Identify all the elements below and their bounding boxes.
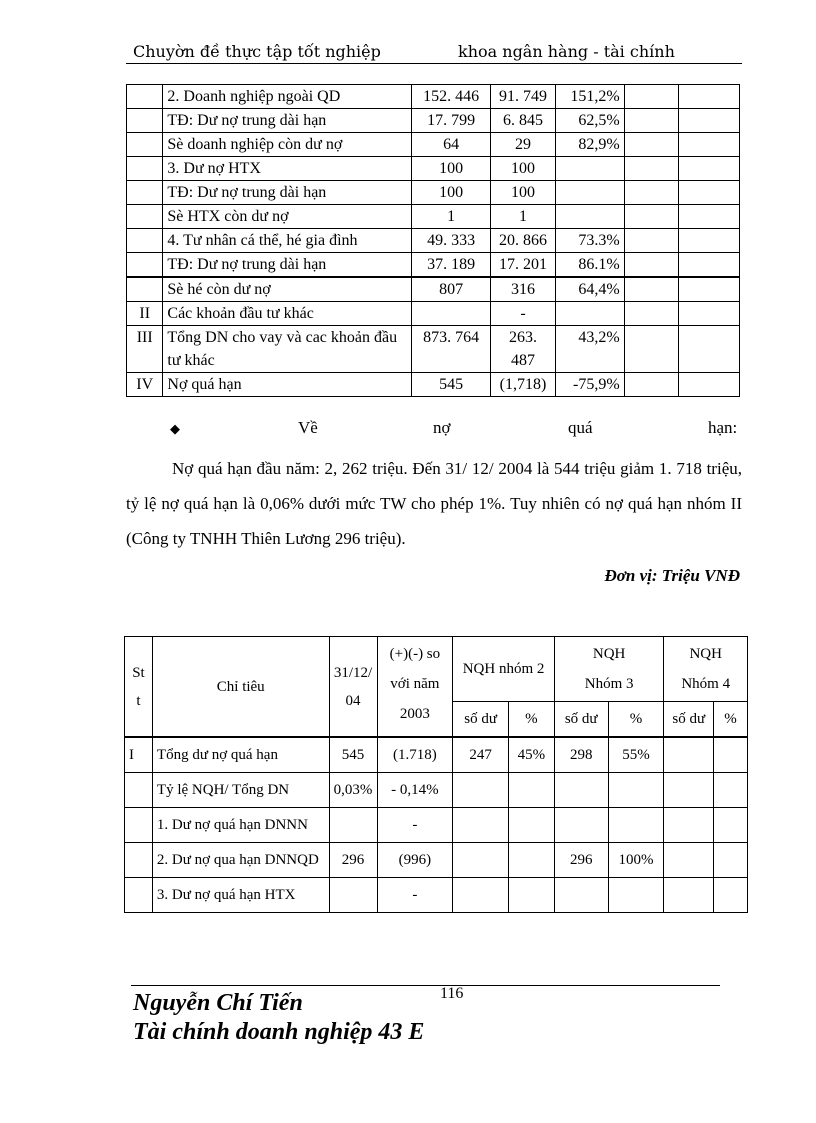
footer-rule [131, 985, 720, 986]
header-right-title: khoa ngân hàng - tài chính [458, 42, 675, 61]
header-nqh3-pct: % [608, 702, 664, 738]
table-cell-c: 62,5% [555, 109, 624, 133]
table-row [125, 878, 748, 913]
table-cell-a: 64 [412, 133, 491, 157]
table-cell-d [624, 85, 679, 109]
bullet-word-1: Về [298, 418, 318, 437]
table-cell-a: 1 [412, 205, 491, 229]
table-cell-n4p [714, 878, 748, 913]
header-nqh3-so-du: số dư [554, 702, 608, 738]
table-cell-a: 152. 446 [412, 85, 491, 109]
table-cell-b: 20. 866 [491, 229, 556, 253]
table-cell-n3p: 100% [608, 843, 664, 878]
table-cell-b: 100 [491, 157, 556, 181]
table-cell-label: 3. Dư nợ quá hạn HTX [152, 878, 329, 913]
table-cell-a: 100 [412, 181, 491, 205]
table-cell-v1: 296 [329, 843, 377, 878]
table-cell-label: 3. Dư nợ HTX [163, 157, 412, 181]
table-cell-label: 1. Dư nợ quá hạn DNNN [152, 808, 329, 843]
table-cell-d [624, 109, 679, 133]
table-cell-d [624, 326, 679, 373]
table-cell-stt: II [127, 302, 163, 326]
table-cell-stt [125, 808, 153, 843]
header-stt: St t [125, 637, 153, 738]
table-cell-d [624, 302, 679, 326]
table-cell-stt: I [125, 737, 153, 773]
table-cell-n2p [508, 773, 554, 808]
table-cell-label: TĐ: Dư nợ trung dài hạn [163, 109, 412, 133]
table-cell-label: 4. Tư nhân cá thể, hé gia đình [163, 229, 412, 253]
unit-label: Đơn vị: Triệu VNĐ [604, 566, 740, 585]
table-cell-b: 17. 201 [491, 253, 556, 278]
table-row [127, 326, 740, 373]
table-cell-d [624, 205, 679, 229]
table-cell-b: 100 [491, 181, 556, 205]
table-cell-n4p [714, 808, 748, 843]
table-cell-e [679, 109, 740, 133]
table-cell-n3p [608, 773, 664, 808]
table-cell-stt [125, 878, 153, 913]
table-cell-n4sd [664, 808, 714, 843]
table-cell-b: 316 [491, 277, 556, 302]
table-cell-b: 29 [491, 133, 556, 157]
header-date: 31/12/ 04 [329, 637, 377, 738]
table-cell-a [412, 302, 491, 326]
table-cell-v2: - [377, 878, 453, 913]
table-cell-label: Sè HTX còn dư nợ [163, 205, 412, 229]
bullet-word-2: nợ [433, 418, 451, 437]
table-cell-v2: - [377, 808, 453, 843]
table-cell-stt: IV [127, 373, 163, 397]
table-cell-label: Tỷ lệ NQH/ Tổng DN [152, 773, 329, 808]
table-cell-stt [127, 85, 163, 109]
table-cell-stt: III [127, 326, 163, 373]
overdue-debt-table [124, 636, 748, 913]
table-cell-e [679, 326, 740, 373]
table-cell-stt [127, 109, 163, 133]
table-cell-n2sd [453, 773, 509, 808]
table-cell-b: - [491, 302, 556, 326]
table-cell-n2p [508, 878, 554, 913]
table-cell-e [679, 205, 740, 229]
table-cell-n3p [608, 878, 664, 913]
table-cell-n3p [608, 808, 664, 843]
table-cell-n4p [714, 773, 748, 808]
header-nqh2-pct: % [508, 702, 554, 738]
table-cell-stt [127, 157, 163, 181]
table-row [127, 277, 740, 302]
table-row [127, 133, 740, 157]
table-cell-a: 17. 799 [412, 109, 491, 133]
table-cell-n4p [714, 737, 748, 773]
table-row [127, 109, 740, 133]
table-cell-c: 151,2% [555, 85, 624, 109]
table-cell-label: 2. Doanh nghiệp ngoài QD [163, 85, 412, 109]
table-cell-stt [125, 843, 153, 878]
table-cell-c: 73.3% [555, 229, 624, 253]
header-nqh2-so-du: số dư [453, 702, 509, 738]
table-row [127, 85, 740, 109]
header-nqh4: NQH Nhóm 4 [664, 637, 748, 702]
table-cell-c: -75,9% [555, 373, 624, 397]
loan-table [126, 84, 740, 397]
table-cell-a: 49. 333 [412, 229, 491, 253]
table-row [127, 373, 740, 397]
table-cell-c [555, 205, 624, 229]
table-row [127, 181, 740, 205]
table-cell-stt [127, 253, 163, 278]
header-chi-tieu: Chỉ tiêu [152, 637, 329, 738]
table-cell-e [679, 277, 740, 302]
table-row [127, 253, 740, 278]
table-cell-e [679, 229, 740, 253]
table-cell-stt [127, 133, 163, 157]
table-cell-b: (1,718) [491, 373, 556, 397]
table-row [127, 157, 740, 181]
table-cell-n2sd [453, 808, 509, 843]
table-cell-e [679, 157, 740, 181]
table-cell-label: 2. Dư nợ qua hạn DNNQD [152, 843, 329, 878]
table-cell-n2sd: 247 [453, 737, 509, 773]
table-row [127, 205, 740, 229]
table-cell-n3sd [554, 878, 608, 913]
table-cell-c [555, 181, 624, 205]
table-cell-v1: 545 [329, 737, 377, 773]
page-number: 116 [440, 985, 464, 1002]
table-cell-c: 86.1% [555, 253, 624, 278]
table-cell-c: 43,2% [555, 326, 624, 373]
table-cell-n3p: 55% [608, 737, 664, 773]
table-cell-label: Nợ quá hạn [163, 373, 412, 397]
header-compare: (+)(-) so với năm 2003 [377, 637, 453, 738]
header-left-title: Chuyờn đề thực tập tốt nghiệp [133, 42, 381, 61]
author-name: Nguyễn Chí Tiến [133, 990, 303, 1016]
header-rule [126, 63, 742, 64]
table-cell-a: 807 [412, 277, 491, 302]
table-cell-label: Sè doanh nghiệp còn dư nợ [163, 133, 412, 157]
table-cell-a: 100 [412, 157, 491, 181]
table-cell-d [624, 277, 679, 302]
table-cell-n2p [508, 843, 554, 878]
header-nqh3: NQH Nhóm 3 [554, 637, 664, 702]
table-row [127, 302, 740, 326]
table-cell-n2sd [453, 843, 509, 878]
table-cell-e [679, 253, 740, 278]
table-cell-n4sd [664, 843, 714, 878]
table-cell-label: Tổng DN cho vay và cac khoản đầu tư khác [163, 326, 412, 373]
table-cell-d [624, 229, 679, 253]
table-cell-v2: - 0,14% [377, 773, 453, 808]
table-cell-n2p: 45% [508, 737, 554, 773]
table-cell-d [624, 373, 679, 397]
table-cell-v1 [329, 808, 377, 843]
table-cell-e [679, 181, 740, 205]
table-cell-v2: (1.718) [377, 737, 453, 773]
table-cell-n3sd: 298 [554, 737, 608, 773]
table-cell-v1: 0,03% [329, 773, 377, 808]
table-cell-v1 [329, 878, 377, 913]
table-cell-n4p [714, 843, 748, 878]
table-cell-n4sd [664, 737, 714, 773]
table-cell-label: Các khoản đầu tư khác [163, 302, 412, 326]
table-cell-a: 873. 764 [412, 326, 491, 373]
table-cell-label: Sè hé còn dư nợ [163, 277, 412, 302]
table-cell-b: 263. 487 [491, 326, 556, 373]
table-cell-label: Tổng dư nợ quá hạn [152, 737, 329, 773]
table-cell-e [679, 85, 740, 109]
table-cell-e [679, 133, 740, 157]
course-name: Tài chính doanh nghiệp 43 E [133, 1019, 425, 1045]
table-cell-c: 64,4% [555, 277, 624, 302]
table-cell-n3sd [554, 808, 608, 843]
diamond-bullet-icon: ◆ [170, 421, 180, 436]
table-cell-a: 545 [412, 373, 491, 397]
table-cell-b: 91. 749 [491, 85, 556, 109]
table-cell-c: 82,9% [555, 133, 624, 157]
table-row [125, 737, 748, 773]
table-cell-n2sd [453, 878, 509, 913]
table-cell-stt [127, 229, 163, 253]
table2-header-row-1 [125, 637, 748, 702]
header-nqh4-so-du: số dư [664, 702, 714, 738]
table-cell-n2p [508, 808, 554, 843]
table-row [125, 843, 748, 878]
table-row [125, 808, 748, 843]
table-cell-n4sd [664, 878, 714, 913]
table-cell-c [555, 302, 624, 326]
table-row [127, 229, 740, 253]
table-cell-stt [127, 205, 163, 229]
table-cell-stt [127, 181, 163, 205]
table-cell-v2: (996) [377, 843, 453, 878]
bullet-word-3: quá [568, 418, 593, 437]
table-cell-b: 6. 845 [491, 109, 556, 133]
table-cell-e [679, 373, 740, 397]
table-cell-label: TĐ: Dư nợ trung dài hạn [163, 253, 412, 278]
table-cell-stt [125, 773, 153, 808]
table-cell-e [679, 302, 740, 326]
table-cell-c [555, 157, 624, 181]
table-row [125, 773, 748, 808]
table-cell-n3sd [554, 773, 608, 808]
table-cell-d [624, 253, 679, 278]
table-cell-n3sd: 296 [554, 843, 608, 878]
header-nqh4-pct: % [714, 702, 748, 738]
table-cell-d [624, 157, 679, 181]
table-cell-a: 37. 189 [412, 253, 491, 278]
table-cell-stt [127, 277, 163, 302]
table-cell-label: TĐ: Dư nợ trung dài hạn [163, 181, 412, 205]
table-cell-d [624, 133, 679, 157]
table-cell-d [624, 181, 679, 205]
table-cell-b: 1 [491, 205, 556, 229]
table-cell-n4sd [664, 773, 714, 808]
overdue-paragraph: Nợ quá hạn đầu năm: 2, 262 triệu. Đến 31/ 12/ 2004 là 544 triệu giảm 1. 718 triệu, tỷ lệ nợ quá hạn là 0,06% dưới mức TW cho phép 1%. Tuy nhiên có nợ quá hạn nhóm II (Công ty TNHH Thiên Lương 296 triệu). [126, 459, 742, 548]
header-nqh2: NQH nhóm 2 [453, 637, 555, 702]
bullet-word-4: hạn: [708, 418, 738, 437]
